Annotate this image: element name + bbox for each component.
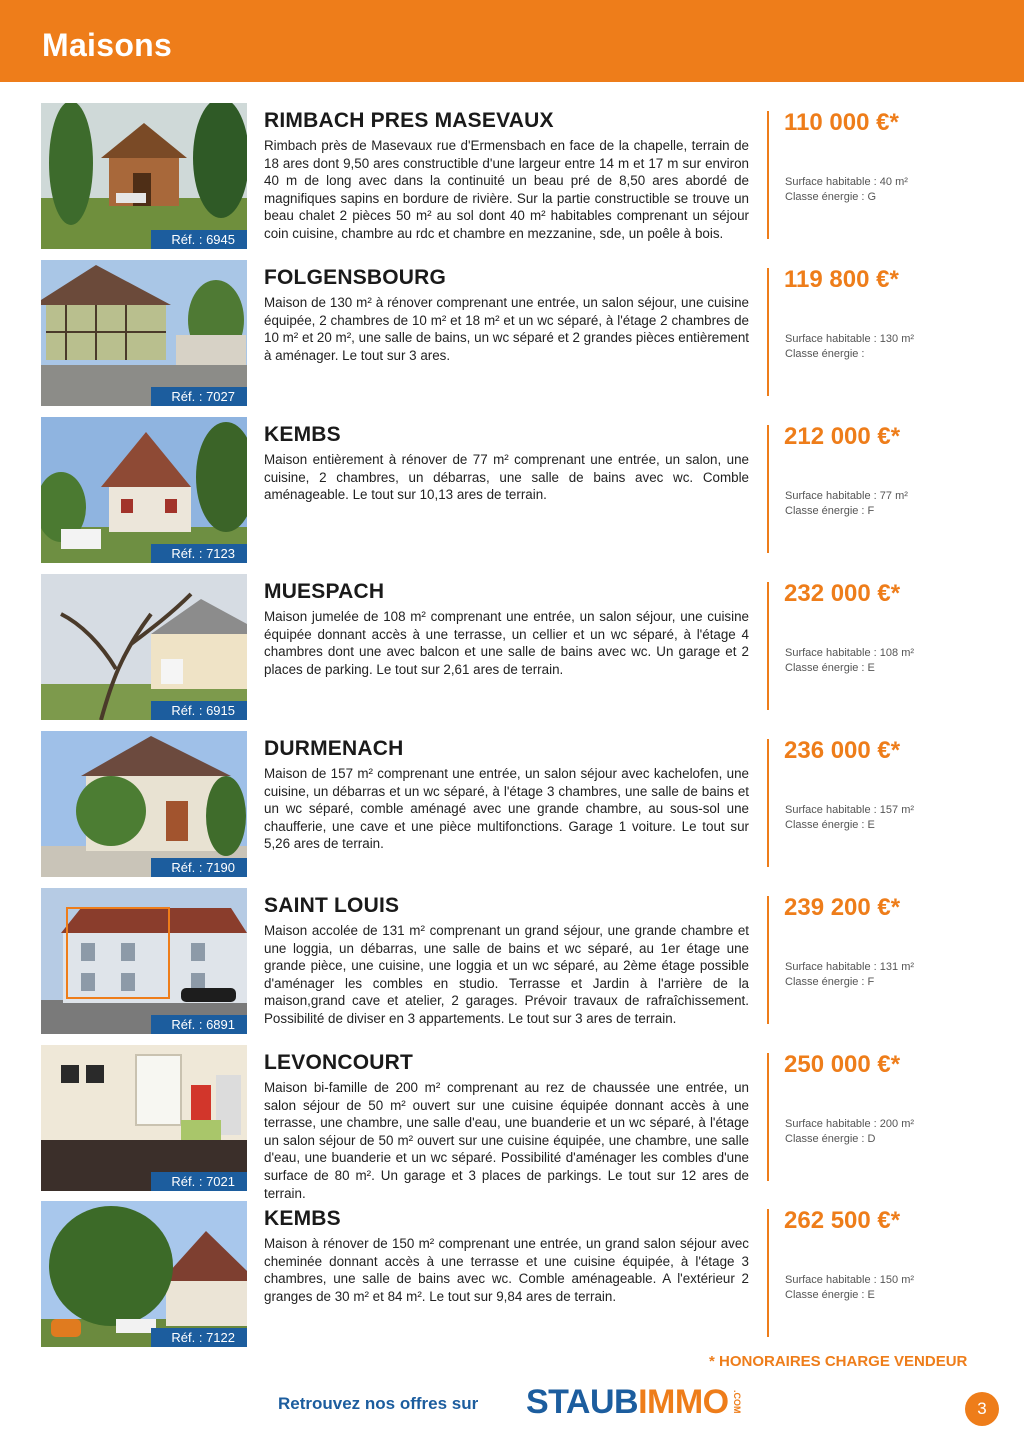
listing-info [785, 175, 908, 205]
surface-text: Surface habitable : 130 m² [785, 333, 915, 345]
listing-price: 119 800 €* [784, 266, 899, 293]
property-photo[interactable] [41, 888, 247, 1034]
surface-text: Surface habitable : 157 m² [785, 804, 915, 816]
brand-immo: IMMO [638, 1383, 729, 1421]
listing-card[interactable] [0, 1201, 1024, 1347]
price-divider [767, 896, 769, 1024]
reference-badge: Réf. : 7027 [151, 387, 247, 406]
listing-card[interactable] [0, 1045, 1024, 1201]
surface-text: Surface habitable : 200 m² [785, 1118, 915, 1130]
listing-price: 250 000 €* [784, 1051, 901, 1078]
energy-class-text: Classe énergie : E [785, 662, 875, 674]
listing-title: LEVONCOURT [264, 1051, 413, 1074]
energy-class-text: Classe énergie : F [785, 505, 875, 517]
listing-card[interactable] [0, 574, 1024, 720]
listing-info [785, 1117, 914, 1147]
listing-title: KEMBS [264, 423, 341, 446]
listing-description: Maison bi-famille de 200 m² comprenant au rez de chaussée une entrée, un salon séjour de 50 m² ouvert sur une cuisine équipée donnant accès à une terrasse, une chambre, une salle d'eau, une buanderie et un wc séparé, à l'étage un salon séjour de 50 m² ouvert sur une cuisine équipée, une chambre, une salle d'eau, une buanderie et un wc séparé. Possibilité d'aménager les combles d'une surface de 80 m². Un garage et 3 places de parkings. Le tout sur 12 ares de terrain. [264, 1080, 749, 1201]
energy-class-text: Classe énergie : F [785, 976, 875, 988]
surface-text: Surface habitable : 40 m² [785, 176, 908, 188]
listing-description: Maison jumelée de 108 m² comprenant une entrée, un salon séjour, une cuisine équipée donnant accès à une terrasse, un cellier et un wc séparé, à l'étage 4 chambres dont une avec balcon et une salle de bains avec wc. Un garage et 2 places de parking. Le tout sur 2,61 ares de terrain. [264, 609, 749, 677]
listing-title: MUESPACH [264, 580, 385, 603]
reference-badge: Réf. : 7122 [151, 1328, 247, 1347]
listing-card[interactable] [0, 888, 1024, 1034]
brand-suffix: .COM [732, 1390, 742, 1414]
listing-title: FOLGENSBOURG [264, 266, 447, 289]
surface-text: Surface habitable : 131 m² [785, 961, 915, 973]
listing-info [785, 332, 914, 362]
brand-logo[interactable] [526, 1383, 729, 1422]
reference-badge: Réf. : 6915 [151, 701, 247, 720]
energy-class-text: Classe énergie : [785, 348, 865, 360]
footer-tagline: Retrouvez nos offres sur [278, 1394, 479, 1413]
fees-footnote: * HONORAIRES CHARGE VENDEUR [709, 1353, 968, 1370]
listing-title: KEMBS [264, 1207, 341, 1230]
listing-info [785, 1273, 914, 1303]
reference-badge: Réf. : 7190 [151, 858, 247, 877]
listing-card[interactable] [0, 731, 1024, 877]
listing-info [785, 646, 914, 676]
listing-description: Maison de 130 m² à rénover comprenant une entrée, un salon séjour, une cuisine équipée, 2 chambres de 10 m² et 18 m² et un wc séparé, à l'étage 2 chambres de 10 m² et 20 m², une salle de bains, un wc séparé et 2 grandes pièces entièrement à aménager. Le tout sur 3 ares. [264, 295, 749, 363]
listing-price: 232 000 €* [784, 580, 901, 607]
listing-card[interactable] [0, 103, 1024, 249]
price-divider [767, 1053, 769, 1181]
listing-info [785, 960, 914, 990]
surface-text: Surface habitable : 150 m² [785, 1274, 915, 1286]
reference-badge: Réf. : 6891 [151, 1015, 247, 1034]
listing-price: 110 000 €* [784, 109, 899, 136]
property-photo[interactable] [41, 1201, 247, 1347]
energy-class-text: Classe énergie : D [785, 1133, 876, 1145]
reference-badge: Réf. : 7123 [151, 544, 247, 563]
listing-description: Maison entièrement à rénover de 77 m² comprenant une entrée, un salon, une cuisine, 2 chambres, un débarras, une salle de bains avec wc. Comble aménageable. Le tout sur 10,13 ares de terrain. [264, 452, 749, 503]
listing-description: Maison de 157 m² comprenant une entrée, un salon séjour avec kachelofen, une cuisine, un débarras et un wc séparé, à l'étage 3 chambres, une salle de bains et un wc séparé, comble aménagé avec une grande chambre, au sous-sol une chaufferie, une cave et une pièce multifonctions. Garage 1 voiture. Le tout sur 5,26 ares de terrain. [264, 766, 749, 852]
listing-price: 236 000 €* [784, 737, 901, 764]
page-number: 3 [965, 1392, 999, 1426]
price-divider [767, 111, 769, 239]
energy-class-text: Classe énergie : E [785, 819, 875, 831]
property-photo[interactable] [41, 417, 247, 563]
listing-title: SAINT LOUIS [264, 894, 400, 917]
surface-text: Surface habitable : 108 m² [785, 647, 915, 659]
listing-title: RIMBACH PRES MASEVAUX [264, 109, 554, 132]
reference-badge: Réf. : 6945 [151, 230, 247, 249]
listing-description: Rimbach près de Masevaux rue d'Ermensbach en face de la chapelle, terrain de 18 ares dont 9,50 ares constructible d'une largeur entre 14 m et 17 m sur environ 40 m de long avec dans la continuité un beau pré de 8,50 ares abordé de magnifiques sapins en bordure de rivière. Sur la partie constructible se trouve un beau chalet 2 pièces 50 m² au sol dont 40 m² habitables comprenant un séjour coin cuisine, chambre au rdc et chambre en mezzanine, sde, un poêle à bois. [264, 138, 749, 241]
brand-staub: STAUB [526, 1383, 639, 1421]
listing-card[interactable] [0, 417, 1024, 563]
property-photo[interactable] [41, 574, 247, 720]
price-divider [767, 425, 769, 553]
listing-info [785, 803, 914, 833]
listing-description: Maison à rénover de 150 m² comprenant une entrée, un grand salon séjour avec cheminée donnant accès à une terrasse et une cuisine équipée, à l'étage 3 chambres, une salle de bains avec wc. Comble aménageable. A l'extérieur 2 granges de 30 m² et 84 m². Le tout sur 9,84 ares de terrain. [264, 1236, 749, 1304]
listing-description: Maison accolée de 131 m² comprenant un grand séjour, une grande chambre et une loggia, un débarras, une salle de bains et wc séparé, au 1er étage une grande pièce, une cuisine, une loggia et un wc séparé, au 2ème étage possible d'aménager les combles en studio. Terrasse et Jardin à l'arrière de la maison,grand cave et atelier, 2 garages. Prévoir travaux de rafraîchissement. Possibilité de diviser en 3 appartements. Le tout sur 3 ares de terrain. [264, 923, 749, 1026]
listing-price: 262 500 €* [784, 1207, 901, 1234]
listing-card[interactable] [0, 260, 1024, 406]
price-divider [767, 739, 769, 867]
price-divider [767, 268, 769, 396]
property-photo[interactable] [41, 260, 247, 406]
property-photo[interactable] [41, 731, 247, 877]
energy-class-text: Classe énergie : G [785, 191, 877, 203]
property-photo[interactable] [41, 1045, 247, 1191]
price-divider [767, 582, 769, 710]
property-photo[interactable] [41, 103, 247, 249]
surface-text: Surface habitable : 77 m² [785, 490, 908, 502]
page-title: Maisons [42, 27, 173, 63]
reference-badge: Réf. : 7021 [151, 1172, 247, 1191]
listing-price: 212 000 €* [784, 423, 901, 450]
listing-price: 239 200 €* [784, 894, 901, 921]
energy-class-text: Classe énergie : E [785, 1289, 875, 1301]
price-divider [767, 1209, 769, 1337]
page-header [0, 0, 1024, 82]
listing-title: DURMENACH [264, 737, 404, 760]
listing-info [785, 489, 908, 519]
